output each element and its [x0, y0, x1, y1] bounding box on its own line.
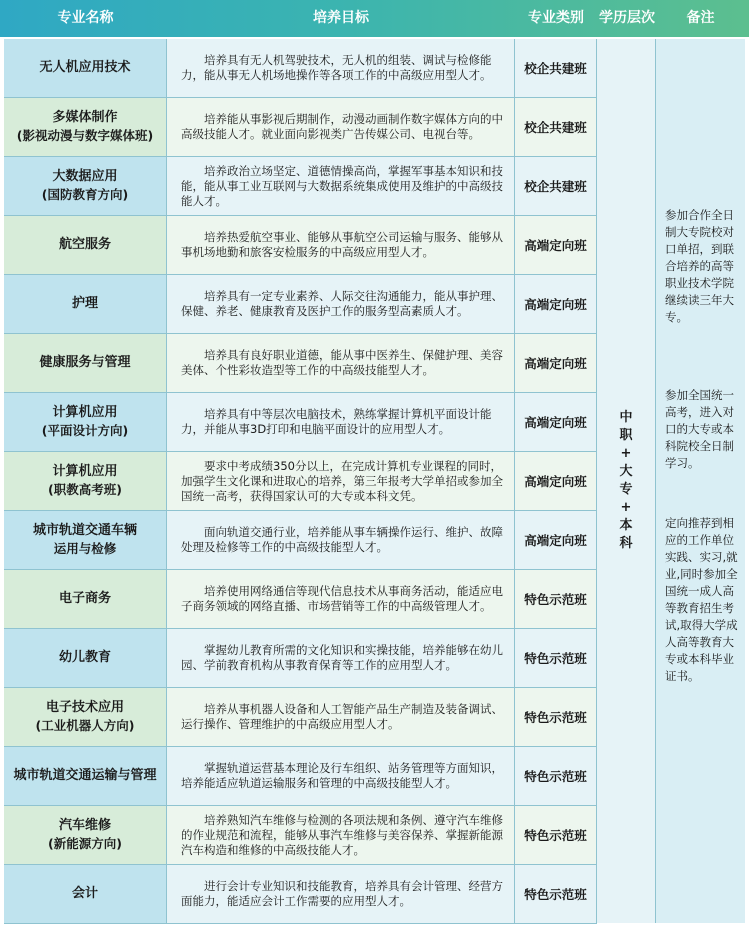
major-type: 高端定向班 — [515, 275, 597, 334]
major-name — [4, 452, 167, 511]
major-name — [4, 334, 167, 393]
major-name-line: (国防教育方向) — [41, 187, 129, 202]
training-goal — [167, 865, 515, 924]
training-goal-text: 培养从事机器人设备和人工智能产品生产制造及装备调试、运行操作、管理维护的中高级应用型人才。 — [181, 702, 503, 731]
major-name-line: 汽车维修 — [58, 818, 111, 833]
level-char: 中 — [619, 410, 633, 425]
training-goal-text: 培养具有一定专业素养、人际交往沟通能力，能从事护理、保健、养老、健康教育及医护工作的服务型高素质人才。 — [181, 289, 503, 318]
major-type: 高端定向班 — [515, 216, 597, 275]
major-type: 特色示范班 — [515, 570, 597, 629]
major-name — [4, 570, 167, 629]
note-adult-education: 定向推荐到相应的工作单位实践、实习,就业,同时参加全国统一成人高等教育招生考试,取得大学成人高等教育大专或本科毕业证书。 — [665, 516, 738, 683]
training-goal-text: 培养使用网络通信等现代信息技术从事商务活动，能适应电子商务领域的网络直播、市场营销等工作的中高级管理人才。 — [181, 584, 503, 613]
training-goal — [167, 570, 515, 629]
header-major-name: 专业名称 — [57, 10, 114, 26]
training-goal-text: 面向轨道交通行业，培养能从事车辆操作运行、维护、故障处理及检修等工作的中高级技能型人才。 — [181, 525, 503, 554]
table-row — [4, 157, 655, 216]
training-goal — [167, 39, 515, 98]
major-type: 特色示范班 — [515, 688, 597, 747]
training-goal-text: 进行会计专业知识和技能教育，培养具有会计管理、经营方面能力，能适应会计工作需要的应用型人才。 — [181, 879, 503, 908]
major-type: 高端定向班 — [515, 393, 597, 452]
major-name — [4, 865, 167, 924]
major-name-line: 健康服务与管理 — [39, 355, 131, 370]
major-name-line: 计算机应用 — [52, 405, 118, 420]
major-type: 特色示范班 — [515, 747, 597, 806]
major-name-line: 无人机应用技术 — [39, 60, 131, 75]
level-char: 专 — [619, 482, 633, 497]
table-row — [4, 865, 655, 924]
table-row — [4, 39, 655, 98]
table-row — [4, 570, 655, 629]
major-type: 特色示范班 — [515, 865, 597, 924]
header-major-type: 专业类别 — [528, 10, 584, 26]
major-name-line: 电子技术应用 — [45, 700, 124, 715]
training-goal-text: 培养具有无人机驾驶技术，无人机的组装、调试与检修能力，能从事无人机场地操作等各项工作的中高级应用型人才。 — [181, 53, 492, 82]
training-goal-text: 培养具有良好职业道德，能从事中医养生、保健护理、美容美体、个性彩妆造型等工作的中高级技能型人才。 — [181, 348, 503, 377]
table-row — [4, 688, 655, 747]
major-name-line: 大数据应用 — [52, 169, 118, 184]
major-name-line: 城市轨道交通车辆 — [32, 523, 137, 538]
major-name-line: 多媒体制作 — [52, 110, 118, 125]
major-name — [4, 216, 167, 275]
level-char: 职 — [619, 428, 633, 443]
table-row — [4, 452, 655, 511]
major-name-line: 城市轨道交通运输与管理 — [13, 768, 157, 783]
major-name-line: 护理 — [71, 296, 98, 311]
note-junior-college: 参加合作全日制大专院校对口单招，到联合培养的高等职业技术学院继续读三年大专。 — [665, 208, 734, 324]
training-goal-text: 培养热爱航空事业、能够从事航空公司运输与服务、能够从事机场地勤和旅客安检服务的中高级应用型人才。 — [181, 230, 503, 259]
header-notes: 备注 — [686, 10, 715, 26]
major-type: 特色示范班 — [515, 629, 597, 688]
table-row — [4, 334, 655, 393]
major-name — [4, 747, 167, 806]
note-gaokao: 参加全国统一高考，进入对口的大专或本科院校全日制学习。 — [665, 388, 734, 470]
training-goal — [167, 216, 515, 275]
education-level-cell — [597, 39, 656, 923]
major-name-line: (平面设计方向) — [41, 423, 129, 438]
major-name-line: 会计 — [71, 886, 98, 901]
major-name — [4, 157, 167, 216]
major-name — [4, 98, 167, 157]
training-goal — [167, 747, 515, 806]
training-goal — [167, 452, 515, 511]
major-type: 校企共建班 — [515, 39, 597, 98]
major-name — [4, 393, 167, 452]
table-row — [4, 511, 655, 570]
major-name-line: (职教高考班) — [48, 482, 122, 497]
level-char: 科 — [619, 536, 633, 551]
level-char: + — [620, 500, 632, 515]
table-row — [4, 98, 655, 157]
training-goal-text: 掌握幼儿教育所需的文化知识和实操技能，培养能够在幼儿园、学前教育机构从事教育保育等工作的应用型人才。 — [181, 643, 503, 672]
training-goal-text: 培养政治立场坚定、道德情操高尚，掌握军事基本知识和技能，能从事工业互联网与大数据系统集成使用及维护的中高级技能人才。 — [181, 163, 503, 208]
table-row — [4, 747, 655, 806]
training-goal-text: 培养能从事影视后期制作，动漫动画制作数字媒体方向的中高级技能人才。就业面向影视类广告传媒公司、电视台等。 — [181, 112, 503, 141]
major-type: 高端定向班 — [515, 452, 597, 511]
major-name — [4, 629, 167, 688]
training-goal-text: 培养熟知汽车维修与检测的各项法规和条例、遵守汽车维修的作业规范和流程，能够从事汽车维修与美容保养、掌握新能源汽车构造和维修的中高级技能人才。 — [181, 812, 503, 857]
table-header — [0, 0, 749, 37]
level-char: 大 — [619, 464, 633, 479]
training-goal — [167, 157, 515, 216]
training-goal — [167, 688, 515, 747]
training-goal-text: 掌握轨道运营基本理论及行车组织、站务管理等方面知识，培养能适应轨道运输服务和管理的中高级技能型人才。 — [181, 761, 503, 790]
major-name-line: (新能源方向) — [48, 836, 122, 851]
table-row — [4, 806, 655, 865]
level-char: + — [620, 446, 632, 461]
major-name — [4, 39, 167, 98]
major-name-line: 航空服务 — [58, 237, 111, 252]
training-goal — [167, 393, 515, 452]
table-row — [4, 275, 655, 334]
notes-cell — [656, 39, 745, 923]
major-name-line: (工业机器人方向) — [35, 718, 135, 733]
major-type: 校企共建班 — [515, 157, 597, 216]
training-goal — [167, 98, 515, 157]
major-type: 高端定向班 — [515, 511, 597, 570]
header-education-level: 学历层次 — [599, 10, 655, 26]
major-type: 高端定向班 — [515, 334, 597, 393]
major-name-line: 电子商务 — [58, 591, 111, 606]
training-goal — [167, 511, 515, 570]
table-row — [4, 216, 655, 275]
training-goal-text: 培养具有中等层次电脑技术，熟练掌握计算机平面设计能力，并能从事3D打印和电脑平面设计的应用型人才。 — [181, 407, 492, 436]
major-name — [4, 806, 167, 865]
major-name-line: (影视动漫与数字媒体班) — [16, 128, 154, 143]
table-row — [4, 629, 655, 688]
major-type: 特色示范班 — [515, 806, 597, 865]
training-goal — [167, 334, 515, 393]
table-row — [4, 393, 655, 452]
major-name-line: 计算机应用 — [52, 464, 118, 479]
major-name — [4, 688, 167, 747]
training-goal — [167, 806, 515, 865]
training-goal-text: 要求中考成绩350分以上，在完成计算机专业课程的同时，加强学生文化课和进取心的培养，第三年报考大学单招或参加全国统一高考，获得国家认可的大专或本科文凭。 — [181, 458, 503, 503]
major-name — [4, 275, 167, 334]
training-goal — [167, 629, 515, 688]
header-training-goal: 培养目标 — [313, 10, 369, 26]
major-type: 校企共建班 — [515, 98, 597, 157]
major-name — [4, 511, 167, 570]
major-name-line: 幼儿教育 — [58, 650, 111, 665]
major-name-line: 运用与检修 — [53, 541, 117, 556]
training-goal — [167, 275, 515, 334]
level-char: 本 — [619, 518, 633, 533]
